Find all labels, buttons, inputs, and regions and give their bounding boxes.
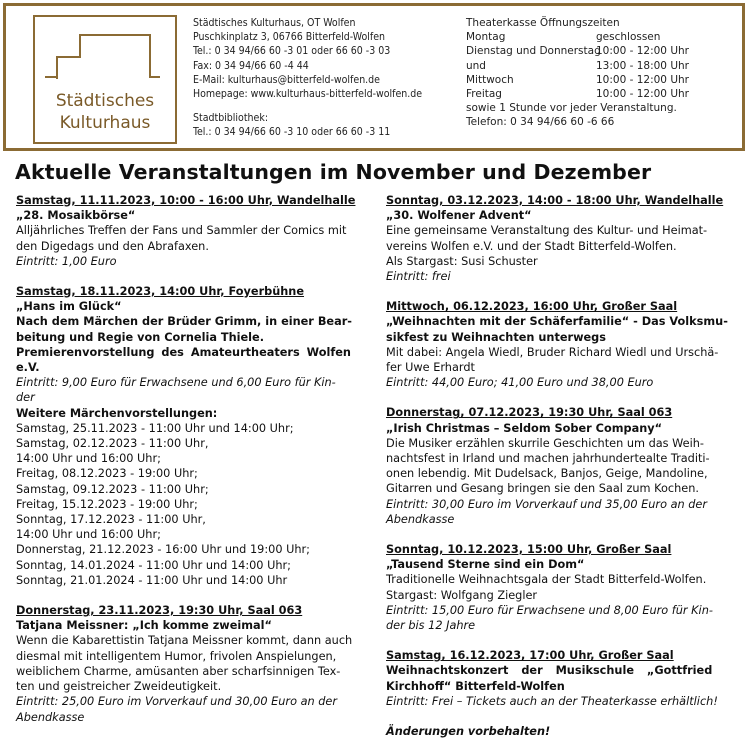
hours-day: Montag xyxy=(466,31,506,44)
event-description: beitung und Regie von Cornelia Thiele. xyxy=(16,330,264,344)
logo-line-1: Städtisches xyxy=(55,91,155,111)
hours-row xyxy=(466,73,689,87)
event-description: Wenn die Kabarettistin Tatjana Meissner kommt, dann auch xyxy=(16,634,353,648)
hours-phone: Telefon: 0 34 94/66 60 -6 66 xyxy=(466,116,615,129)
event-title: sikfest zu Weihnachten unterwegs xyxy=(386,330,606,344)
hours-day: Freitag xyxy=(466,87,502,100)
hours-time: geschlossen xyxy=(596,31,661,44)
event-mosaikboerse xyxy=(16,193,368,269)
contact-fax: Fax: 0 34 94/66 60 -4 44 xyxy=(193,59,309,72)
event-irish-christmas xyxy=(386,405,738,527)
event-description: Traditionelle Weihnachtsgala der Stadt Bitterfeld-Wolfen. xyxy=(386,573,707,587)
event-title: „28. Mosaikbörse“ xyxy=(16,209,136,223)
event-description: diesmal mit intelligentem Humor, frivolen Anspielungen, xyxy=(16,649,337,663)
performance-date: Freitag, 08.12.2023 - 19:00 Uhr; xyxy=(16,467,198,481)
hours-time: 10:00 - 12:00 Uhr xyxy=(596,87,689,100)
event-tatjana-meissner xyxy=(16,603,368,725)
event-description: ten und geistreicher Zweideutigkeit. xyxy=(16,680,222,694)
hours-row xyxy=(466,59,689,73)
event-admission: Eintritt: 15,00 Euro für Erwachsene und 8,00 Euro für Kin- xyxy=(386,603,713,617)
event-schaeferfamilie xyxy=(386,299,738,390)
event-date-heading: Samstag, 11.11.2023, 10:00 - 16:00 Uhr, Wandelhalle xyxy=(16,194,356,207)
more-performances-title: Weitere Märchenvorstellungen: xyxy=(16,406,218,420)
hours-row xyxy=(466,30,677,44)
hours-time: 10:00 - 12:00 Uhr xyxy=(596,45,689,58)
event-description: Eine gemeinsame Veranstaltung des Kultur- und Heimat- xyxy=(386,224,708,238)
event-description: Stargast: Wolfgang Ziegler xyxy=(386,588,538,602)
hours-day: und xyxy=(466,59,486,72)
logo-text xyxy=(35,90,175,134)
event-title: Weihnachtskonzert der Musikschule „Gottfried xyxy=(386,664,713,678)
event-admission: Eintritt: frei xyxy=(386,270,451,284)
event-admission: Eintritt: 30,00 Euro im Vorverkauf und 35,00 Euro an der xyxy=(386,497,708,511)
event-date-heading: Samstag, 16.12.2023, 17:00 Uhr, Großer Saal xyxy=(386,649,674,663)
event-date-heading: Mittwoch, 06.12.2023, 16:00 Uhr, Großer Saal xyxy=(386,300,678,314)
performance-date: Samstag, 09.12.2023 - 11:00 Uhr; xyxy=(16,482,209,496)
hours-note: sowie 1 Stunde vor jeder Veranstaltung. xyxy=(466,102,677,115)
header-box xyxy=(3,3,745,151)
library-title: Stadtbibliothek: xyxy=(193,112,268,125)
performance-date: Sonntag, 14.01.2024 - 11:00 Uhr und 14:00 Uhr; xyxy=(16,558,291,572)
event-description: e.V. xyxy=(16,361,40,375)
performance-date: Freitag, 15.12.2023 - 19:00 Uhr; xyxy=(16,497,198,511)
performance-date: Samstag, 25.11.2023 - 11:00 Uhr und 14:00 Uhr; xyxy=(16,421,294,435)
event-admission: Abendkasse xyxy=(16,710,85,724)
performance-date: Donnerstag, 21.12.2023 - 16:00 Uhr und 19:00 Uhr; xyxy=(16,543,310,557)
event-admission: Eintritt: 44,00 Euro; 41,00 Euro und 38,00 Euro xyxy=(386,376,654,390)
event-date-heading: Donnerstag, 23.11.2023, 19:30 Uhr, Saal 063 xyxy=(16,604,303,618)
event-wolfener-advent xyxy=(386,193,738,284)
hours-time: 13:00 - 18:00 Uhr xyxy=(596,59,689,72)
event-title: „Irish Christmas – Seldom Sober Company“ xyxy=(386,421,663,435)
event-title: Kirchhoff“ Bitterfeld-Wolfen xyxy=(386,679,565,693)
hours-day: Mittwoch xyxy=(466,73,514,86)
event-admission: Eintritt: 1,00 Euro xyxy=(16,254,117,268)
page-title: Aktuelle Veranstaltungen im November und Dezember xyxy=(15,160,652,184)
event-date-heading: Sonntag, 03.12.2023, 14:00 - 18:00 Uhr, Wandelhalle xyxy=(386,194,724,207)
event-admission: Eintritt: 25,00 Euro im Vorverkauf und 30,00 Euro an der xyxy=(16,695,338,709)
hours-row xyxy=(466,87,689,101)
left-column xyxy=(16,193,368,740)
event-description: vereins Wolfen e.V. und der Stadt Bitterfeld-Wolfen. xyxy=(386,239,677,253)
contact-homepage[interactable]: Homepage: www.kulturhaus-bitterfeld-wolfen.de xyxy=(193,87,423,100)
box-office-hours xyxy=(466,16,689,130)
kulturhaus-logo xyxy=(33,15,177,144)
event-tausend-sterne xyxy=(386,542,738,633)
hours-row xyxy=(466,44,689,58)
performance-date: Sonntag, 21.01.2024 - 11:00 Uhr und 14:00 Uhr xyxy=(16,573,288,587)
right-column xyxy=(386,193,738,739)
event-description: Mit dabei: Angela Wiedl, Bruder Richard Wiedl und Urschä- xyxy=(386,345,719,359)
event-date-heading: Sonntag, 10.12.2023, 15:00 Uhr, Großer Saal xyxy=(386,543,672,557)
contact-phone: Tel.: 0 34 94/66 60 -3 01 oder 66 60 -3 03 xyxy=(193,45,391,58)
event-description: den Digedags und den Abrafaxen. xyxy=(16,239,209,253)
performance-date: 14:00 Uhr und 16:00 Uhr; xyxy=(16,528,161,542)
event-description: Als Stargast: Susi Schuster xyxy=(386,254,538,268)
performance-date: Sonntag, 17.12.2023 - 11:00 Uhr, xyxy=(16,513,206,527)
event-admission: der bis 12 Jahre xyxy=(386,619,476,633)
hours-time: 10:00 - 12:00 Uhr xyxy=(596,73,689,86)
event-title: „Hans im Glück“ xyxy=(16,300,122,314)
event-admission: Eintritt: 9,00 Euro für Erwachsene und 6,00 Euro für Kin- xyxy=(16,376,336,390)
event-admission: der xyxy=(16,391,35,405)
event-description: Premierenvorstellung des Amateurtheaters Wolfen xyxy=(16,345,351,359)
event-description: Die Musiker erzählen skurrile Geschichten um das Weih- xyxy=(386,436,704,450)
event-description: Alljährliches Treffen der Fans und Sammler der Comics mit xyxy=(16,224,347,238)
logo-line-2: Kulturhaus xyxy=(59,113,151,133)
contact-info xyxy=(193,16,422,140)
hours-title: Theaterkasse Öffnungszeiten xyxy=(466,17,620,29)
contact-line: Puschkinplatz 3, 06766 Bitterfeld-Wolfen xyxy=(193,31,386,44)
event-date-heading: Samstag, 18.11.2023, 14:00 Uhr, Foyerbühne xyxy=(16,285,305,299)
event-description: onen lebendig. Mit Dudelsack, Banjos, Geige, Mandoline, xyxy=(386,467,708,481)
event-description: fer Uwe Erhardt xyxy=(386,361,475,375)
event-title: Tatjana Meissner: „Ich komme zweimal“ xyxy=(16,619,272,633)
event-weihnachtskonzert xyxy=(386,648,738,709)
event-hans-im-glueck xyxy=(16,284,368,588)
library-phone: Tel.: 0 34 94/66 60 -3 10 oder 66 60 -3 11 xyxy=(193,126,391,139)
event-description: Nach dem Märchen der Brüder Grimm, in einer Bear- xyxy=(16,315,352,329)
performance-date: Samstag, 02.12.2023 - 11:00 Uhr, xyxy=(16,437,209,451)
event-date-heading: Donnerstag, 07.12.2023, 19:30 Uhr, Saal 063 xyxy=(386,406,673,420)
event-description: weiblichem Charme, amüsanten aber scharfsinnigen Tex- xyxy=(16,664,341,678)
event-description: nachtsfest in Irland und machen jahrhundertealte Traditi- xyxy=(386,452,710,466)
event-title: „Weihnachten mit der Schäferfamilie“ - Das Volksmu- xyxy=(386,315,728,329)
performance-date: 14:00 Uhr und 16:00 Uhr; xyxy=(16,452,161,466)
event-title: „Tausend Sterne sind ein Dom“ xyxy=(386,558,585,572)
event-title: „30. Wolfener Advent“ xyxy=(386,209,532,223)
contact-line: Städtisches Kulturhaus, OT Wolfen xyxy=(193,17,356,29)
contact-email[interactable]: E-Mail: kulturhaus@bitterfeld-wolfen.de xyxy=(193,73,380,86)
event-admission: Eintritt: Frei – Tickets auch an der Theaterkasse erhältlich! xyxy=(386,694,718,708)
event-admission: Abendkasse xyxy=(386,512,455,526)
hours-day: Dienstag und Donnerstag xyxy=(466,45,601,58)
changes-notice: Änderungen vorbehalten! xyxy=(386,725,551,739)
event-description: Gitarren und Gesang bringen sie den Saal zum Kochen. xyxy=(386,482,699,496)
